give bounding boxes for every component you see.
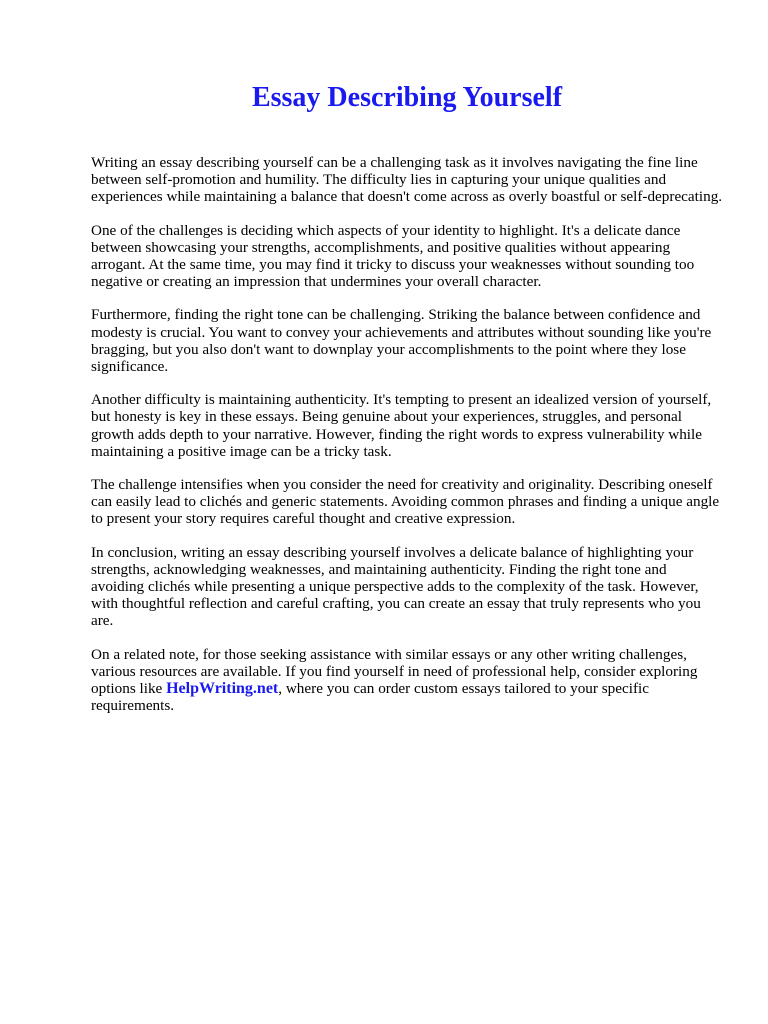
closing-paragraph [91,646,723,715]
paragraph-2: One of the challenges is deciding which aspects of your identity to highlight. It's a delicate dance between showcasing your strengths, accomplishments, and positive qualities without appearing arrogant. At the same time, you may find it tricky to discuss your weaknesses without sounding too negative or creating an impression that undermines your overall character. [91,221,695,291]
paragraph-1: Writing an essay describing yourself can be a challenging task as it involves navigating the fine line between self-promotion and humility. The difficulty lies in capturing your unique qualities and experiences while maintaining a balance that doesn't come across as overly boastful or self-deprecating. [91,154,723,206]
document-title: Essay Describing Yourself [251,82,563,113]
paragraph-5: The challenge intensifies when you consider the need for creativity and originality. Describing oneself can easily lead to clichés and generic statements. Avoiding common phrases and finding a unique angle to present your story requires careful thought and creative expression. [91,476,720,528]
closing-text-before-link: On a related note, for those seeking assistance with similar essays or any other writing challenges, various resources are available. If you find yourself in need of professional help, consider exploring options like [91,645,698,698]
paragraph-4: Another difficulty is maintaining authenticity. It's tempting to present an idealized version of yourself, but honesty is key in these essays. Being genuine about your experiences, struggles, and personal growth adds depth to your narrative. However, finding the right words to express vulnerability while maintaining a positive image can be a tricky task. [91,391,712,460]
closing-text-after-link: , where you can order custom essays tailored to your specific requirements. [91,680,649,715]
document-page [91,78,723,730]
paragraph-3: Furthermore, finding the right tone can be challenging. Striking the balance between confidence and modesty is crucial. You want to convey your achievements and attributes without sounding like you're bragging, but you also don't want to downplay your accomplishments to the point where they lose significance. [91,306,712,376]
paragraph-6: In conclusion, writing an essay describing yourself involves a delicate balance of highlighting your strengths, acknowledging weaknesses, and maintaining authenticity. Finding the right tone and avoiding clichés while presenting a unique perspective adds to the complexity of the task. However, with thoughtful reflection and careful crafting, you can create an essay that truly represents who you are. [91,543,701,630]
helpwriting-link[interactable]: HelpWriting.net [166,680,279,698]
